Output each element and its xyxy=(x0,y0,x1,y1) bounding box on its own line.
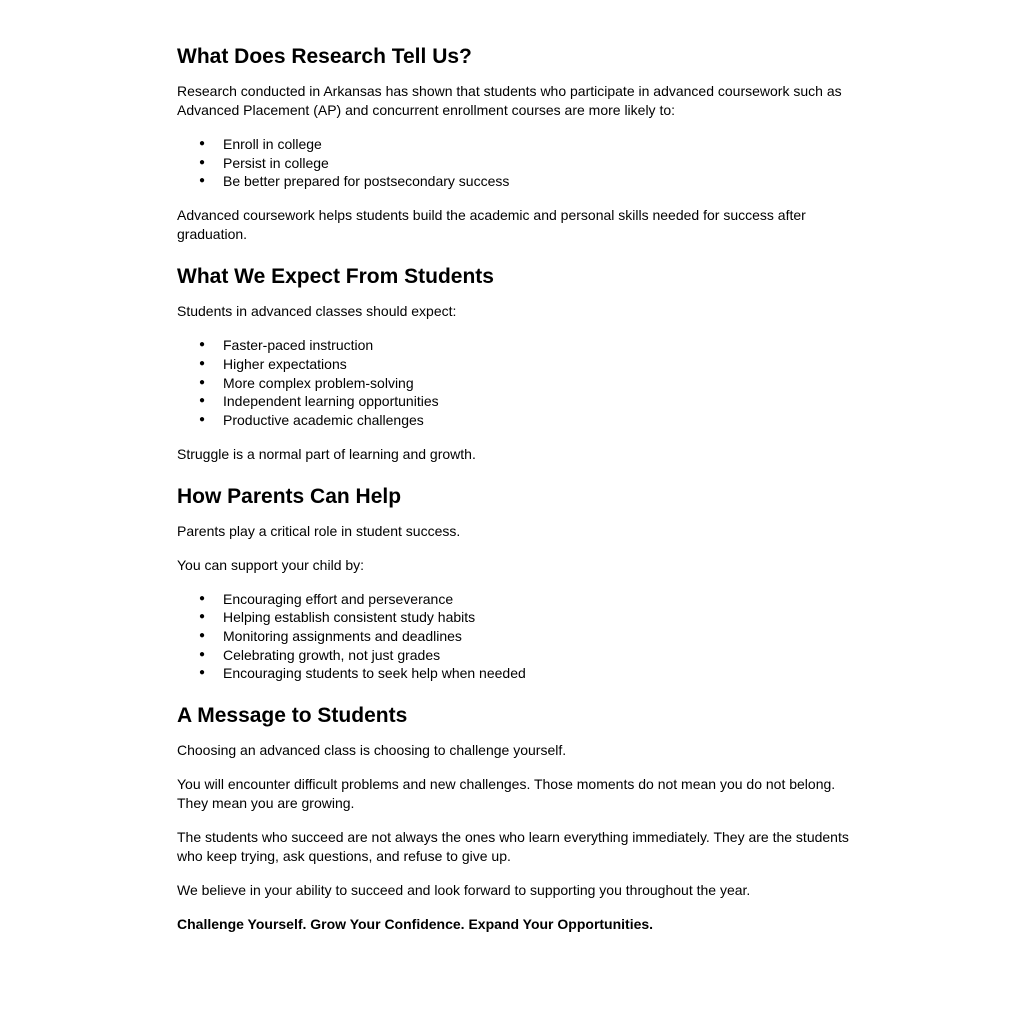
message-paragraph: We believe in your ability to succeed and look forward to supporting you throughout the year. xyxy=(177,882,751,899)
expectations-outro: Struggle is a normal part of learning and growth. xyxy=(177,445,476,462)
expectations-intro: Students in advanced classes should expect: xyxy=(177,303,457,320)
heading-research: What Does Research Tell Us? xyxy=(177,45,472,68)
list-item: ● Persist in college xyxy=(177,154,867,173)
research-list xyxy=(177,135,867,191)
section-research xyxy=(177,44,867,244)
message-paragraph: You will encounter difficult problems and new challenges. Those moments do not mean you do not belong. They mean you are growing. xyxy=(177,776,836,812)
section-parents xyxy=(177,484,867,684)
list-item: ● Faster-paced instruction xyxy=(177,336,867,355)
heading-message: A Message to Students xyxy=(177,704,408,728)
expectations-list xyxy=(177,336,867,430)
document-page xyxy=(177,44,867,934)
list-item: ● Productive academic challenges xyxy=(177,411,867,430)
list-item: ● Monitoring assignments and deadlines xyxy=(177,627,867,646)
list-item: ● Encouraging students to seek help when needed xyxy=(177,664,867,683)
message-paragraph: Choosing an advanced class is choosing to challenge yourself. xyxy=(177,742,567,759)
list-item: ● Independent learning opportunities xyxy=(177,392,867,411)
research-intro: Research conducted in Arkansas has shown that students who participate in advanced coursework such as Advanced Placement (AP) and concurrent enrollment courses are more likely to: xyxy=(177,83,842,118)
heading-parents: How Parents Can Help xyxy=(177,484,402,508)
closing-slogan: Challenge Yourself. Grow Your Confidence. Expand Your Opportunities. xyxy=(177,916,654,933)
list-item: ● Higher expectations xyxy=(177,355,867,374)
list-item: ● Helping establish consistent study habits xyxy=(177,608,867,627)
parents-list xyxy=(177,590,867,684)
list-item: ● Celebrating growth, not just grades xyxy=(177,646,867,665)
parents-para: Parents play a critical role in student success. xyxy=(177,522,461,539)
list-item: ● Enroll in college xyxy=(177,135,867,154)
list-item: ● Be better prepared for postsecondary success xyxy=(177,172,867,191)
heading-expectations: What We Expect From Students xyxy=(177,265,494,289)
message-paragraph: The students who succeed are not always the ones who learn everything immediately. They are the students who keep trying, ask questions, and refuse to give up. xyxy=(177,829,849,865)
list-item: ● More complex problem-solving xyxy=(177,374,867,393)
list-item: ● Encouraging effort and perseverance xyxy=(177,590,867,609)
parents-intro: You can support your child by: xyxy=(177,556,365,573)
section-message xyxy=(177,703,867,934)
research-outro: Advanced coursework helps students build the academic and personal skills needed for success after graduation. xyxy=(177,207,806,243)
section-expectations xyxy=(177,264,867,464)
